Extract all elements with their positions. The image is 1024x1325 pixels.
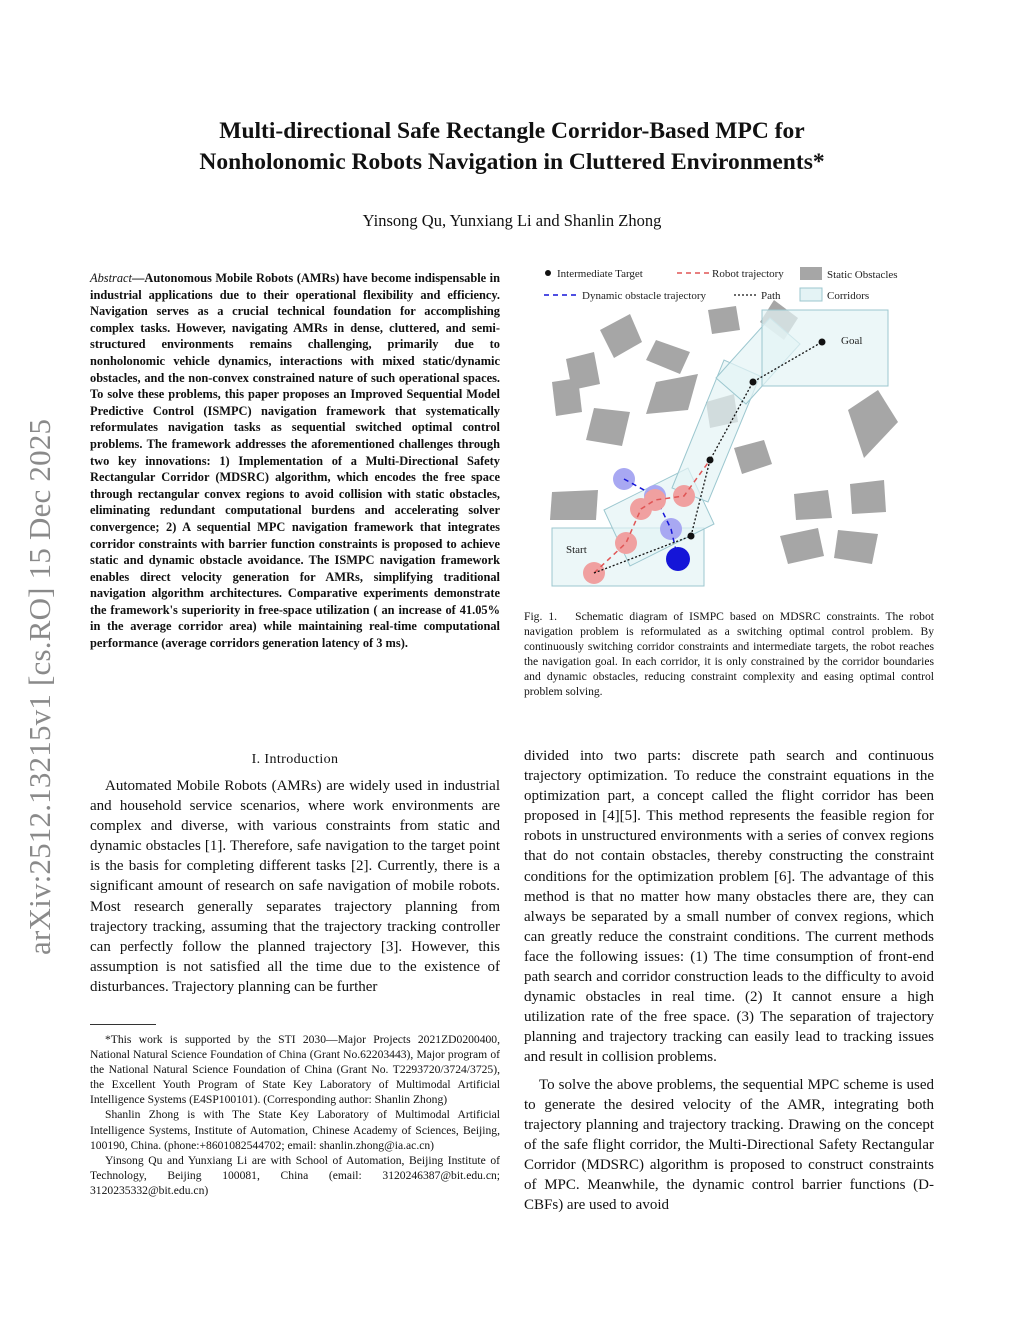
static-obstacle: [848, 390, 898, 458]
static-obstacle: [600, 314, 642, 358]
dynamic-obstacle: [666, 547, 690, 571]
title-line-1: Multi-directional Safe Rectangle Corridor-Based MPC for: [219, 118, 805, 144]
legend-dynamic-obstacle-trajectory: Dynamic obstacle trajectory: [582, 290, 707, 302]
robot-ghost: [644, 489, 666, 511]
legend-path: Path: [761, 290, 781, 302]
footnote-affiliation-qu-li: Yinsong Qu and Yunxiang Li are with School of Automation, Beijing Institute of Technology, Beijing 100081, China (email: 3120246387@bit.edu.cn; 3120235332@bit.edu.cn): [90, 1153, 500, 1197]
corridor-legend-swatch: [800, 288, 822, 301]
static-obstacle: [780, 528, 824, 564]
static-obstacle: [552, 378, 582, 416]
intro-paragraph-continued: divided into two parts: discrete path search and continuous trajectory optimization. To reduce the constraint equations in the optimization part, a concept called the flight corridor has been proposed in [4][5]. This method represents the feasible region for robots in unstructured environments with a series of convex regions that do not contain obstacles, thereby constructing the constraint conditions for the optimization problem [6]. The advantage of this method is that no matter how many obstacles there are, they can always be separated by a small number of convex regions, which can greatly reduce the constraint conditions. The current methods face the following issues: (1) The time consumption of front-end path search and corridor construction leads to the difficulty to avoid dynamic obstacles in real time. (2) It cannot ensure a high utilization rate of the free space. (3) The separation of trajectory planning and trajectory tracking can easily lead to tracking issues and result in collision problems.: [524, 748, 934, 1066]
intro-paragraph: Automated Mobile Robots (AMRs) are widely used in industrial and household service scenarios, where work environments are complex and diverse, with various constraints from static and dynamic obstacles [1]. Therefore, safe navigation to the target point is the basis for completing different tasks [2]. Currently, there is a significant amount of research on safe navigation of mobile robots. Most research generally separates trajectory planning from trajectory tracking, assuming that the trajectory tracking controller can perfectly follow the planned trajectory [3]. However, this assumption is not satisfied all the time due to the existence of disturbances. Trajectory planning can be further: [90, 778, 500, 995]
intro-paragraph: To solve the above problems, the sequential MPC scheme is used to generate the desired velocity of the AMR, integrating both trajectory planning and trajectory tracking. Drawing on the concept of the safe flight corridor, the Multi-Directional Safety Rectangular Corridor (MDSRC) algorithm is proposed to construct constraints of MPC. Meanwhile, the dynamic control barrier functions (D-CBFs) are used to avoid: [524, 1076, 934, 1214]
paper-title: [90, 116, 934, 178]
static-obstacle: [646, 340, 690, 374]
abstract: [90, 270, 500, 652]
intermediate-target: [750, 379, 757, 386]
figure-1-schematic: [538, 262, 916, 602]
static-obstacle: [794, 490, 832, 520]
static-obstacle: [850, 480, 886, 514]
static-obstacle: [586, 408, 630, 446]
figure-legend: [544, 267, 898, 302]
static-obstacle: [708, 306, 740, 334]
schematic-diagram: [538, 262, 916, 602]
abstract-text: Autonomous Mobile Robots (AMRs) have become indispensable in industrial applications due to their operational flexibility and efficiency. Navigation serves as a crucial technical foundation for accomplishing complex tasks. However, navigating AMRs in dense, cluttered, and semi-structured environments remains challenging, primarily due to nonholonomic vehicle dynamics, interactions with mixed static/dynamic obstacles, and the non-convex constrained nature of such operational spaces. To solve these problems, this paper proposes an Improved Sequential Model Predictive Control (ISMPC) navigation framework that systematically reformulates navigation tasks as sequential switched optimal control problems. The framework addresses the aforementioned challenges through two key innovations: 1) Implementation of a Multi-Directional Safety Rectangular Corridor (MDSRC) algorithm, which encodes the free space through rectangular convex regions to avoid collision with static obstacles, eliminating redundant computational burdens and accelerating solver convergence; 2) A sequential MPC navigation framework that integrates corridor constraints with barrier function constraints is proposed to achieve static and dynamic obstacle avoidance. The ISMPC navigation framework enables direct velocity generation for AMRs, simplifying traditional navigation algorithm architectures. Comparative experiments demonstrate the framework's superiority in free-space utilization ( an increase of 41.05% in the average corridor area) while maintaining real-time computational performance (average corridors generation latency of 3 ms).: [90, 271, 500, 651]
legend-corridors: Corridors: [827, 290, 870, 302]
introduction-left-column: [90, 776, 500, 997]
intermediate-target: [688, 533, 695, 540]
start-label: Start: [566, 544, 587, 556]
intermediate-target-legend-marker: [545, 270, 551, 276]
intermediate-target: [707, 457, 714, 464]
legend-intermediate-target: Intermediate Target: [557, 268, 643, 280]
legend-robot-trajectory: Robot trajectory: [712, 268, 784, 280]
caption-text: Schematic diagram of ISMPC based on MDSRC constraints. The robot navigation problem is reformulated as a switching optimal control problem. By continuously switching corridor constraints and intermediate targets, the robot reaches the navigation goal. In each corridor, it is only constrained by the corridor boundaries and dynamic obstacles, reducing constraint complexity and easing optimal control problem solving.: [524, 610, 934, 699]
abstract-label: Abstract: [90, 271, 132, 285]
corridor-goal: [762, 310, 888, 386]
figure-1-caption: [524, 609, 934, 700]
robot-ghost: [615, 532, 637, 554]
footnote-divider: [90, 1024, 156, 1025]
static-obstacle-legend-swatch: [800, 267, 822, 280]
legend-static-obstacles: Static Obstacles: [827, 269, 898, 281]
footnotes: [90, 1032, 500, 1198]
title-line-2: Nonholonomic Robots Navigation in Cluttered Environments*: [199, 149, 825, 175]
section-heading-introduction: I. Introduction: [251, 752, 339, 767]
goal-label: Goal: [841, 335, 863, 347]
static-obstacle: [646, 374, 698, 414]
static-obstacle: [734, 440, 772, 474]
footnote-affiliation-zhong: Shanlin Zhong is with The State Key Laboratory of Multimodal Artificial Intelligence Systems, Institute of Automation, Chinese Academy of Sciences, Beijing, 100190, China. (phone:+8601082544702; email: shanlin.zhong@ia.ac.cn): [90, 1108, 500, 1152]
static-obstacle: [834, 530, 878, 564]
arxiv-identifier: arXiv:2512.13215v1 [cs.RO] 15 Dec 2025: [22, 418, 57, 955]
footnote-funding: *This work is supported by the STI 2030—Major Projects 2021ZD0200400, National Natural Science Foundation of China (Grant No.62203443), Major program of the National Natural Science Foundation of China (Grant No. T2293720/3724/3725), the Excellent Youth Program of State Key Laboratory of Multimodal Artificial Intelligence Systems (E4SP100101). (Corresponding author: Shanlin Zhong): [90, 1033, 500, 1107]
abstract-separator: —: [132, 271, 145, 285]
intermediate-target: [819, 339, 826, 346]
introduction-right-column: [524, 746, 934, 1215]
author-list: Yinsong Qu, Yunxiang Li and Shanlin Zhong: [362, 211, 662, 230]
static-obstacle: [550, 490, 598, 520]
caption-label: Fig. 1.: [524, 610, 558, 623]
